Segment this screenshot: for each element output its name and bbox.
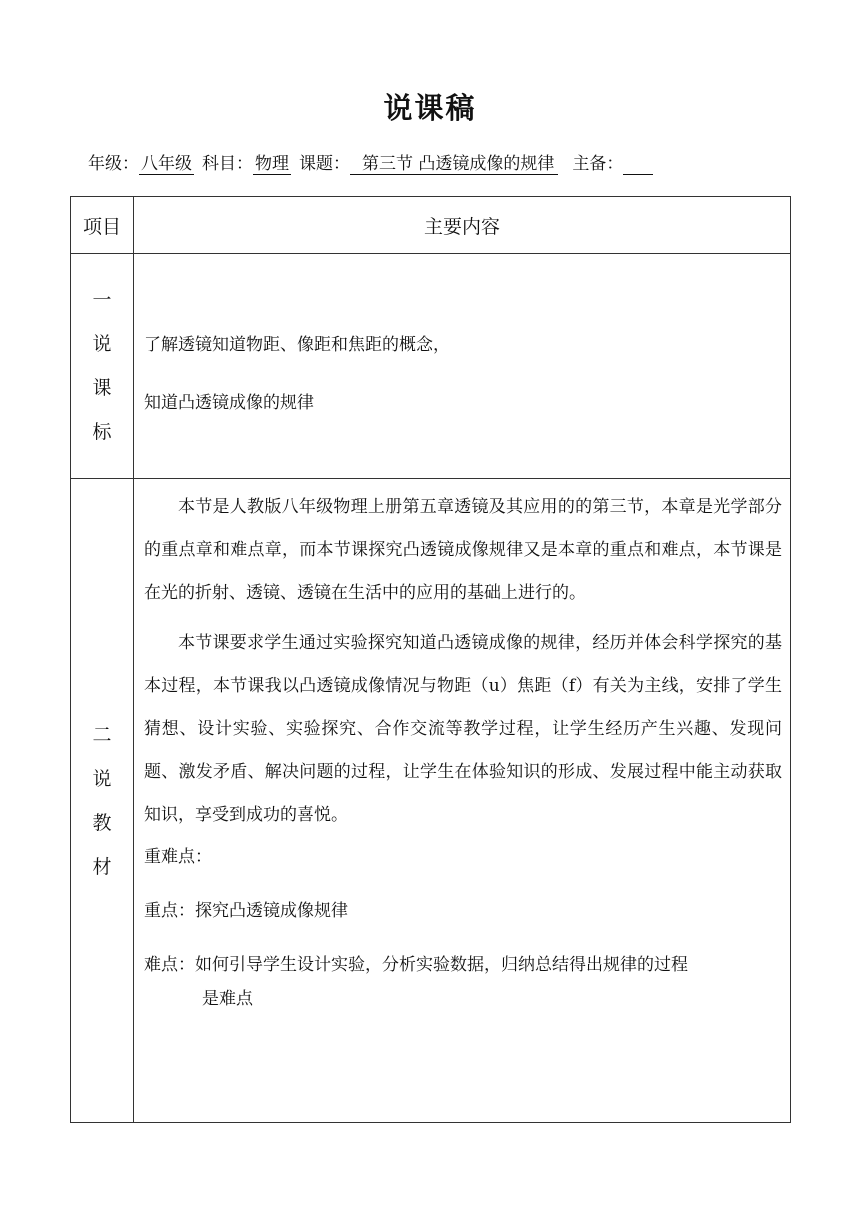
table-row — [71, 479, 791, 1123]
header-item: 项目 — [71, 197, 134, 254]
curriculum-line: 了解透镜知道物距、像距和焦距的概念， — [144, 335, 450, 355]
lesson-table — [70, 196, 791, 1123]
difficult-point: 难点：如何引导学生设计实验，分析实验数据，归纳总结得出规律的过程 — [144, 955, 688, 975]
label-char: 标 — [92, 421, 112, 443]
label-char: 材 — [92, 855, 112, 878]
topic-label: 课题： — [299, 154, 350, 174]
textbook-paragraph: 本节课要求学生通过实验探究知道凸透镜成像的规律，经历并体会科学探究的基本过程，本节课我以凸透镜成像情况与物距（u）焦距（f）有关为主线，安排了学生猜想、设计实验、实验探究、合作交流等教学过程，让学生经历产生兴趣、发现问题、激发矛盾、解决问题的过程，让学生在体验知识的形成、发展过程中能主动获取知识，享受到成功的喜悦。 — [144, 633, 782, 825]
label-char: 课 — [92, 377, 112, 399]
label-char: 一 — [92, 289, 112, 311]
row-label-curriculum — [71, 254, 134, 479]
key-difficulty-heading: 重难点： — [144, 847, 212, 867]
textbook-paragraph: 本节是人教版八年级物理上册第五章透镜及其应用的的第三节，本章是光学部分的重点章和难点章，而本节课探究凸透镜成像规律又是本章的重点和难点，本节课是在光的折射、透镜、透镜在生活中的应用的基础上进行的。 — [144, 497, 782, 603]
label-char: 说 — [92, 767, 112, 790]
table-row — [71, 254, 791, 479]
label-char: 二 — [92, 723, 112, 746]
label-char: 教 — [92, 811, 112, 834]
table-header-row — [71, 197, 791, 254]
topic-value: 第三节 凸透镜成像的规律 — [350, 154, 558, 175]
difficult-point-continued: 是难点 — [202, 989, 253, 1009]
document-title: 说课稿 — [383, 91, 477, 125]
subject-label: 科目： — [202, 154, 253, 174]
key-point: 重点：探究凸透镜成像规律 — [144, 901, 348, 921]
grade-label: 年级： — [88, 154, 139, 174]
preparer-value — [623, 154, 653, 175]
preparer-label: 主备： — [572, 154, 624, 174]
grade-value: 八年级 — [141, 154, 192, 174]
curriculum-line: 知道凸透镜成像的规律 — [144, 393, 314, 413]
subject-value: 物理 — [255, 154, 289, 174]
lesson-meta — [88, 152, 653, 176]
header-content: 主要内容 — [134, 197, 791, 254]
row-content-curriculum — [134, 254, 791, 479]
label-char: 说 — [92, 333, 112, 355]
row-content-textbook — [134, 479, 791, 1123]
row-label-textbook — [71, 479, 134, 1123]
